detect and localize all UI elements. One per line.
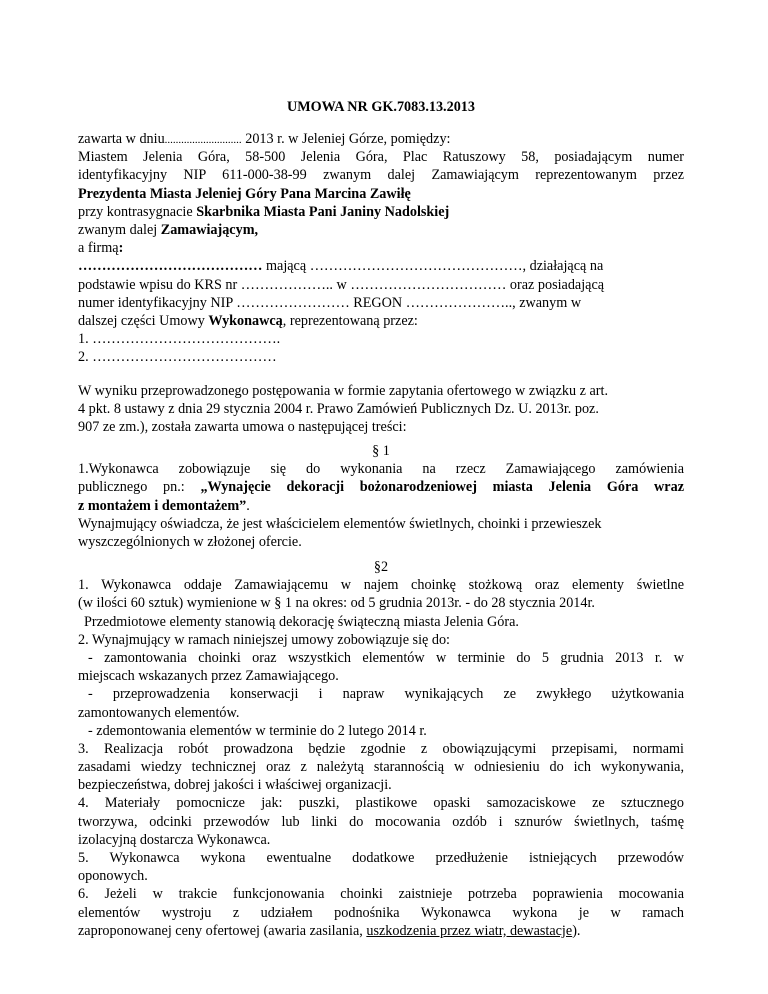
- section-2-line: bezpieczeństwa, dobrej jakości i właściwej organizacji.: [78, 777, 392, 794]
- nip-line: identyfikacyjny NIP 611-000-38-99 zwanym dalej Zamawiającym reprezentowanym przez: [78, 167, 684, 184]
- section-1: [78, 442, 684, 551]
- regon-line: numer identyfikacyjny NIP …………………… REGON ………………….., zwanym w: [78, 294, 582, 311]
- section-2-line: 6. Jeżeli w trakcie funkcjonowania choinki zaistnieje potrzeba poprawienia mocowania: [78, 886, 684, 903]
- section-2-line: 4. Materiały pomocnicze jak: puszki, plastikowe opaski samozaciskowe ze sztucznego: [78, 795, 684, 812]
- document-title: UMOWA NR GK.7083.13.2013: [287, 99, 475, 115]
- preamble-line: 4 pkt. 8 ustawy z dnia 29 stycznia 2004 r. Prawo Zamówień Publicznych Dz. U. 2013r. poz.: [78, 401, 599, 418]
- company-name-line: ………………………………… mającą ………………………………………, działającą na: [78, 258, 604, 275]
- section-2-line: oponowych.: [78, 868, 148, 885]
- section-2: [78, 558, 684, 940]
- section-1-heading: § 1: [372, 443, 390, 459]
- section-2-line: (w ilości 60 sztuk) wymienione w § 1 na okres: od 5 grudnia 2013r. - do 28 stycznia 2014r.: [78, 595, 595, 612]
- section-2-line: miejscach wskazanych przez Zamawiającego.: [78, 668, 339, 685]
- section-2-line: - zdemontowania elementów w terminie do 2 lutego 2014 r.: [88, 722, 427, 739]
- section-2-line: 3. Realizacja robót prowadzona będzie zgodnie z obowiązującymi przepisami, normami: [78, 740, 684, 757]
- ordering-party-line: zwanym dalej Zamawiającym,: [78, 221, 259, 238]
- section-2-last-line: zaproponowanej ceny ofertowej (awaria zasilania, uszkodzenia przez wiatr, dewastacje).: [78, 922, 581, 939]
- section-2-line: izolacyjną dostarcza Wykonawca.: [78, 831, 271, 848]
- representative-2: 2. …………………………………: [78, 349, 277, 366]
- section-2-line: 5. Wykonawca wykona ewentualne dodatkowe przedłużenie istniejących przewodów: [78, 850, 684, 866]
- parties-section: [78, 130, 684, 366]
- krs-line: podstawie wpisu do KRS nr ……………….. w …………………………… oraz posiadającą: [78, 276, 605, 293]
- contract-date-line: zawarta w dniu............................ 2013 r. w Jeleniej Górze, pomiędzy:: [78, 131, 451, 147]
- section-2-heading: §2: [373, 559, 389, 575]
- section-2-line: tworzywa, odcinki przewodów lub linki do mocowania ozdób i sznurów świetlnych, taśmę: [78, 813, 684, 830]
- section-2-line: zamontowanych elementów.: [78, 704, 240, 721]
- countersign-line: przy kontrasygnacie Skarbnika Miasta Pani Janiny Nadolskiej: [78, 203, 450, 220]
- contractor-line: dalszej części Umowy Wykonawcą, reprezentowaną przez:: [78, 312, 418, 329]
- preamble-line: W wyniku przeprowadzonego postępowania w formie zapytania ofertowego w związku z art.: [78, 383, 608, 399]
- section-2-line: - przeprowadzenia konserwacji i napraw wynikających ze zwykłego użytkowania: [88, 686, 684, 703]
- preamble-line: 907 ze zm.), została zawarta umowa o następującej treści:: [78, 419, 407, 436]
- preamble-section: [78, 382, 684, 437]
- section-2-line: elementów wystroju z udziałem podnośnika Wykonawca wykona je w ramach: [78, 904, 684, 921]
- section-2-line: Przedmiotowe elementy stanowią dekorację świąteczną miasta Jelenia Góra.: [84, 613, 519, 630]
- section-2-line: 1. Wykonawca oddaje Zamawiającemu w najem choinkę stożkową oraz elementy świetlne: [78, 577, 684, 594]
- section-1-line: 1.Wykonawca zobowiązuje się do wykonania na rzecz Zamawiającego zamówienia: [78, 461, 684, 478]
- city-line: Miastem Jelenia Góra, 58-500 Jelenia Góra, Plac Ratuszowy 58, posiadającym numer: [78, 149, 684, 166]
- section-1-line: z montażem i demontażem”.: [78, 497, 250, 514]
- mayor-line: Prezydenta Miasta Jeleniej Góry Pana Marcina Zawiłę: [78, 185, 411, 202]
- company-label-line: a firmą:: [78, 240, 124, 257]
- section-1-line: publicznego pn.: „Wynajęcie dekoracji bożonarodzeniowej miasta Jelenia Góra wraz: [78, 479, 684, 496]
- section-1-line: Wynajmujący oświadcza, że jest właścicielem elementów świetlnych, choinki i przewieszek: [78, 515, 602, 532]
- section-1-line: wyszczególnionych w złożonej ofercie.: [78, 533, 302, 550]
- representative-1: 1. ………………………………….: [78, 331, 281, 348]
- section-2-line: zasadami wiedzy technicznej oraz z należytą starannością w odniesieniu do ich wykonywania,: [78, 759, 684, 776]
- section-2-line: 2. Wynajmujący w ramach niniejszej umowy zobowiązuje się do:: [78, 631, 450, 648]
- section-2-line: - zamontowania choinki oraz wszystkich elementów w terminie do 5 grudnia 2013 r. w: [88, 649, 684, 666]
